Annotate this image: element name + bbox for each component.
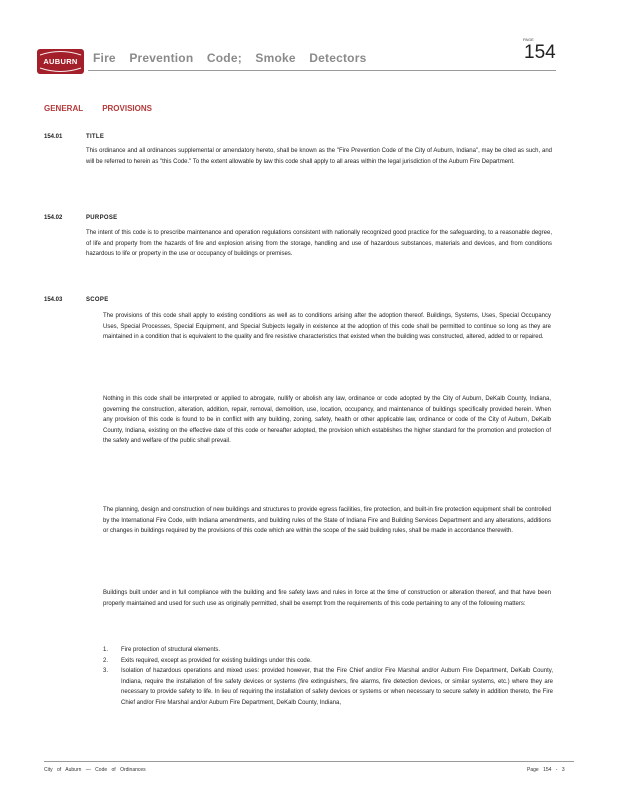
exemption-list (103, 645, 553, 709)
section-paragraph: The intent of this code is to prescribe maintenance and operation regulations consistent with nationally recognized good practice for the safeguarding, to a reasonable degree, of life and property from the hazards of fire and explosion arising from the storage, handling and use of hazardous substances, materials and devices, and from conditions hazardous to life or property in the use or occupancy of buildings or premises. (86, 230, 552, 258)
section-title: SCOPE (86, 297, 109, 303)
section-number: 154.01 (44, 134, 63, 140)
list-item-text: Isolation of hazardous operations and mixed uses: provided however, that the Fire Chief and/or Fire Marshal and/or Auburn Fire Department, DeKalb County, Indiana, require the installation of fire safety devices or systems (fire extinguishers, fire alarms, fire detection devices, or similar systems, etc.) where they are necessary to provide safety to life. In lieu of requiring the installation of safety devices or systems or when necessary to secure safety in addition thereto, the Fire Chief and/or Fire Marshal and/or Auburn Fire Department, DeKalb County, Indiana, (121, 668, 553, 706)
section-paragraph: The planning, design and construction of new buildings and structures to provide egress facilities, fire protection, and built-in fire protection equipment shall be controlled by the International Fire Code, with Indiana amendments, and building rules of the State of Indiana Fire and Building Services Department and any alterations, additions or changes in buildings required by the provisions of this code which are within the scope of the said building rules, shall be made in accordance therewith. (103, 507, 551, 535)
section-paragraph: This ordinance and all ordinances supplemental or amendatory hereto, shall be known as the "Fire Prevention Code of the City of Auburn, Indiana", may be cited as such, and will be referred to herein as "this Code." To the extent allowable by law this code shall apply to all areas within the legal jurisdiction of the Auburn Fire Department. (86, 148, 552, 165)
list-item (103, 645, 553, 656)
footer-page: Page 154 - 3 (527, 767, 565, 773)
section-title: PURPOSE (86, 215, 118, 221)
section-heading: GENERAL PROVISIONS (44, 104, 152, 113)
footer-source: City of Auburn — Code of Ordinances (44, 767, 146, 773)
list-item (103, 666, 553, 708)
section-number: 154.02 (44, 215, 63, 221)
list-item-number: 3. (103, 668, 109, 675)
section-number: 154.03 (44, 297, 63, 303)
document-title: Fire Prevention Code; Smoke Detectors (93, 51, 367, 65)
list-item-text: Exits required, except as provided for existing buildings under this code. (121, 657, 312, 664)
footer-divider (44, 761, 574, 762)
page-label: PAGE (523, 37, 534, 42)
list-item-number: 1. (103, 647, 109, 653)
section-paragraph: The provisions of this code shall apply to existing conditions as well as to conditions arising after the adoption thereof. Buildings, Systems, Uses, Special Occupancy Uses, Special Processes, Special Equipment, and Special Subjects legally in existence at the adoption of this code shall be permitted to continue so long as they are maintained in a condition that is equivalent to the quality and fire resistive characteristics that existed when the building was constructed, altered, added to or repaired. (103, 313, 551, 341)
section-paragraph: Buildings built under and in full compliance with the building and fire safety laws and rules in force at the time of construction or alteration thereof, and that have been properly maintained and used for such use as originally permitted, shall be exempt from the requirements of this code pertaining to any of the following matters: (103, 590, 551, 607)
list-item (103, 656, 553, 667)
list-item-text: Fire protection of structural elements. (121, 647, 221, 653)
list-item-number: 2. (103, 657, 109, 664)
section-paragraph: Nothing in this code shall be interpreted or applied to abrogate, nullify or abolish any law, ordinance or code adopted by the City of Auburn, DeKalb County, Indiana, governing the construction, alteration, addition, repair, removal, demolition, use, location, occupancy, and maintenance of buildings specifically provided herein. When any provision of this code is found to be in conflict with any building, zoning, safety, health or other applicable law, ordinance or code of the City of Auburn, DeKalb County, Indiana, existing on the effective date of this code or hereafter adopted, the provision which establishes the higher standard for the promotion and protection of the safety and welfare of the public shall prevail. (103, 396, 551, 445)
section-title: TITLE (86, 134, 105, 140)
header-divider (88, 70, 556, 71)
logo-text: AUBURN (43, 57, 78, 66)
page-number: 154 (524, 42, 556, 63)
auburn-logo (37, 49, 84, 74)
